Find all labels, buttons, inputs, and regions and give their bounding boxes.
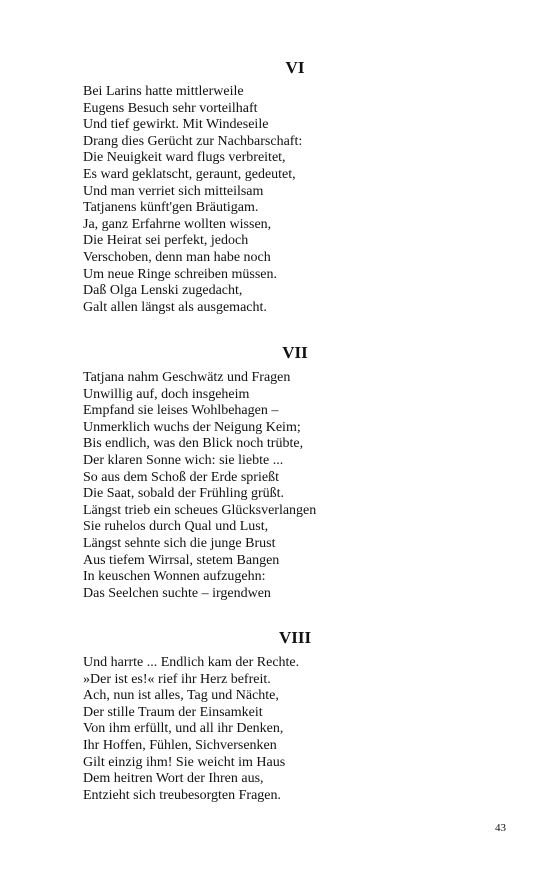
verse-line: Sie ruhelos durch Qual und Lust,	[83, 519, 269, 535]
verse-line: Drang dies Gerücht zur Nachbarschaft:	[83, 133, 303, 149]
verse-line: In keuschen Wonnen aufzugehn:	[83, 569, 266, 585]
verse-line: Verschoben, denn man habe noch	[83, 249, 271, 265]
stanza-vii	[83, 370, 316, 602]
verse-line: Entzieht sich treubesorgten Fragen.	[83, 787, 282, 803]
verse-line: Ach, nun ist alles, Tag und Nächte,	[83, 688, 279, 704]
verse-line: So aus dem Schoß der Erde sprießt	[83, 469, 279, 485]
verse-line: Gilt einzig ihm! Sie weicht im Haus	[83, 754, 286, 770]
verse-line: Und harrte ... Endlich kam der Rechte.	[83, 655, 300, 670]
verse-line: Und man verriet sich mitteilsam	[83, 183, 264, 199]
verse-line: Und tief gewirkt. Mit Windeseile	[83, 117, 269, 133]
verse-line: Von ihm erfüllt, und all ihr Denken,	[83, 721, 284, 737]
verse-line: Längst trieb ein scheues Glücksverlangen	[83, 502, 317, 518]
verse-line: Daß Olga Lenski zugedacht,	[83, 283, 243, 299]
verse-line: Der klaren Sonne wich: sie liebte ...	[83, 452, 284, 468]
verse-line: Der stille Traum der Einsamkeit	[83, 704, 263, 720]
verse-line: Tatjana nahm Geschwätz und Fragen	[83, 370, 291, 385]
verse-line: Tatjanens künft'gen Bräutigam.	[83, 200, 259, 216]
stanza-vi	[83, 84, 302, 316]
verse-line: Bis endlich, was den Blick noch trübte,	[83, 436, 304, 452]
verse-line: Eugens Besuch sehr vorteilhaft	[83, 100, 258, 116]
verse-line: Die Saat, sobald der Frühling grüßt.	[83, 486, 285, 502]
verse-line: Das Seelchen suchte – irgendwen	[83, 585, 271, 601]
verse-line: Die Neuigkeit ward flugs verbreitet,	[83, 150, 286, 166]
stanza-heading-viii: VIII	[278, 628, 312, 647]
verse-line: Bei Larins hatte mittlerweile	[83, 84, 244, 99]
verse-line: Unmerklich wuchs der Neigung Keim;	[83, 419, 301, 435]
verse-line: Aus tiefem Wirrsal, stetem Bangen	[83, 552, 280, 568]
stanza-heading-vii: VII	[282, 343, 308, 362]
verse-line: »Der ist es!« rief ihr Herz befreit.	[83, 671, 271, 687]
verse-line: Längst sehnte sich die junge Brust	[83, 535, 276, 551]
verse-line: Um neue Ringe schreiben müssen.	[83, 266, 278, 282]
stanza-heading-vi: VI	[285, 58, 305, 77]
verse-line: Dem heitren Wort der Ihren aus,	[83, 771, 264, 787]
verse-line: Ja, ganz Erfahrne wollten wissen,	[83, 216, 272, 232]
verse-line: Empfand sie leises Wohlbehagen –	[83, 403, 279, 419]
page-number: 43	[495, 822, 506, 834]
verse-line: Die Heirat sei perfekt, jedoch	[83, 233, 249, 249]
verse-line: Ihr Hoffen, Fühlen, Sichversenken	[83, 737, 277, 753]
verse-line: Galt allen längst als ausgemacht.	[83, 299, 267, 315]
verse-line: Unwillig auf, doch insgeheim	[83, 386, 250, 402]
verse-line: Es ward geklatscht, geraunt, gedeutet,	[83, 166, 296, 182]
stanza-viii	[83, 655, 299, 804]
